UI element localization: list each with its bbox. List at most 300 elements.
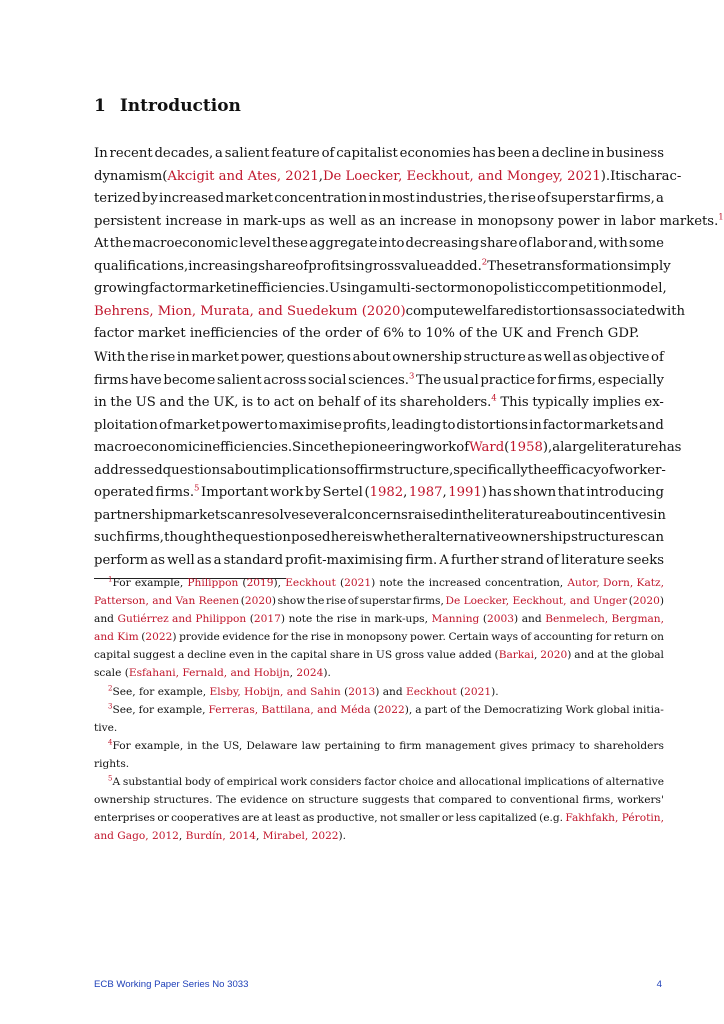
citation-link[interactable]: 1958 — [509, 440, 543, 455]
line-fragment: the — [187, 395, 210, 410]
line-fragment: rise — [325, 595, 347, 608]
line-fragment: profits — [308, 258, 352, 274]
text-line — [94, 347, 664, 370]
line-fragment: on — [650, 631, 664, 644]
line-fragment: Using — [328, 281, 369, 296]
citation-link[interactable]: Fakhfakh, Pérotin, — [565, 812, 664, 825]
line-fragment: the — [488, 191, 510, 206]
line-fragment: market — [172, 417, 221, 433]
line-fragment: Since — [292, 440, 329, 455]
line-fragment: note — [379, 577, 404, 589]
line-fragment: distortions — [456, 417, 529, 433]
line-fragment: conventional — [510, 794, 579, 807]
text-line — [94, 592, 664, 610]
line-fragment — [565, 809, 664, 827]
line-fragment: usual — [442, 372, 479, 388]
line-fragment: in — [362, 649, 373, 662]
line-fragment: rise — [310, 631, 331, 644]
text-line — [94, 664, 664, 682]
line-fragment: resolve — [250, 507, 300, 523]
line-fragment: and Gago, 2012, Burdín, 2014, Mirabel, 2022). — [94, 830, 347, 843]
line-fragment: a — [655, 191, 664, 206]
line-fragment: UK, — [213, 395, 239, 410]
citation-link[interactable]: Behrens, Mion, Murata, and Suedekum (2020) — [94, 303, 406, 319]
line-fragment: raised — [407, 507, 450, 523]
citation-link[interactable]: Manning — [431, 613, 480, 626]
line-fragment: of — [592, 776, 603, 789]
line-fragment: (Akcigit and Ates, 2021, — [162, 168, 323, 184]
line-fragment: structure, — [386, 462, 454, 478]
citation-link[interactable]: Elsby, Hobijn, and Sahin — [209, 685, 341, 698]
line-fragment: that — [413, 794, 435, 807]
line-fragment: choice — [398, 776, 434, 789]
line-fragment: share — [329, 649, 360, 662]
footnote-marker[interactable]: 3 — [108, 702, 113, 711]
text-line — [94, 301, 686, 324]
line-fragment: a — [415, 703, 422, 716]
line-fragment: firms, — [557, 372, 597, 388]
line-fragment: about — [226, 462, 265, 478]
footnote-marker[interactable]: 5 — [108, 774, 113, 783]
line-fragment: Important — [201, 485, 269, 500]
line-fragment: global — [630, 649, 664, 662]
section-number: 1 — [94, 96, 106, 116]
line-fragment: are — [241, 812, 260, 825]
line-fragment: and — [159, 395, 185, 410]
line-fragment: $^5$A — [108, 774, 121, 789]
line-fragment: and — [574, 649, 595, 662]
line-fragment: market — [191, 350, 239, 365]
line-fragment: US, — [223, 739, 243, 752]
citation-link[interactable]: 2017 — [253, 613, 281, 626]
line-fragment: structures — [571, 530, 640, 545]
footnote-marker[interactable]: 4 — [491, 393, 497, 404]
line-fragment: in — [529, 417, 542, 433]
line-fragment: can — [226, 507, 251, 523]
line-fragment: though — [164, 530, 212, 545]
line-fragment: pertaining — [324, 739, 381, 752]
line-fragment: considers — [309, 776, 362, 789]
line-fragment: (2019), — [242, 577, 282, 589]
line-fragment: the — [110, 395, 132, 410]
footnote-marker[interactable]: 2 — [108, 684, 113, 693]
line-fragment: incentives — [585, 507, 654, 523]
line-fragment: whether — [372, 530, 429, 545]
line-fragment: and — [436, 776, 457, 789]
line-fragment: the — [407, 577, 425, 589]
citation-link[interactable]: De Loecker, Eeckhout, and Unger — [445, 595, 628, 608]
line-fragment: perform — [94, 552, 149, 568]
text-line — [94, 505, 664, 528]
line-fragment: for — [272, 631, 289, 644]
line-fragment: work — [269, 485, 304, 500]
line-fragment: on — [297, 395, 315, 410]
line-fragment: to — [579, 739, 590, 752]
text-line — [94, 719, 664, 737]
line-fragment: objective — [589, 350, 650, 365]
citation-link[interactable]: 2021 — [464, 685, 492, 698]
line-fragment: decades, — [154, 146, 214, 161]
line-fragment: 2020) — [540, 649, 572, 662]
line-fragment: added — [458, 649, 492, 662]
footnote-marker[interactable]: 1 — [108, 575, 113, 584]
text-line — [94, 827, 664, 845]
line-fragment: firm — [399, 739, 422, 752]
line-fragment: these — [271, 236, 308, 251]
line-fragment: (Barkai, — [494, 649, 538, 662]
line-fragment: efficacy — [549, 462, 601, 478]
line-fragment: questions — [286, 350, 351, 365]
text-line — [94, 166, 682, 189]
line-fragment: of — [537, 191, 550, 206]
line-fragment: shareholders.$^4$ — [399, 393, 497, 410]
line-fragment: capitalist — [336, 146, 398, 161]
text-line — [94, 370, 664, 393]
footer-page-number: 4 — [656, 979, 662, 990]
line-fragment: firm — [359, 462, 387, 478]
line-fragment: worker- — [613, 462, 666, 478]
line-fragment: labor — [532, 236, 568, 251]
section-title: Introduction — [119, 96, 241, 116]
line-fragment: well — [543, 350, 572, 365]
text-line — [94, 755, 664, 773]
line-fragment: has — [472, 146, 496, 161]
line-fragment: large — [560, 440, 595, 455]
citation-link[interactable]: 2019 — [246, 577, 274, 589]
citation-link[interactable]: Burdín, 2014 — [185, 830, 257, 843]
line-fragment: addressed — [94, 462, 163, 478]
text-line — [94, 278, 667, 301]
line-fragment: implications — [264, 462, 347, 478]
line-fragment: work — [422, 440, 457, 455]
citation-link[interactable]: Philippon — [187, 577, 239, 589]
line-fragment: ownership — [392, 350, 462, 365]
citation-link[interactable]: Mirabel, 2022 — [262, 830, 339, 843]
line-fragment: monopsony — [346, 631, 408, 644]
line-fragment: Work — [565, 703, 594, 716]
line-fragment: the — [201, 739, 219, 752]
footnote-marker[interactable]: 3 — [408, 371, 415, 382]
line-fragment: factor — [364, 776, 397, 789]
line-fragment: value — [400, 258, 437, 274]
line-fragment: question — [233, 530, 291, 545]
line-fragment: concentration — [274, 191, 368, 206]
line-fragment — [94, 628, 139, 646]
line-fragment: pioneering — [350, 440, 423, 455]
footnotes — [94, 574, 664, 845]
line-fragment: associated — [585, 303, 656, 319]
citation-link[interactable]: Barkai — [498, 649, 534, 662]
line-fragment: workers' — [617, 794, 664, 807]
line-fragment — [187, 574, 238, 592]
line-fragment: or — [441, 812, 454, 825]
line-fragment: sciences.$^3$ — [348, 371, 415, 388]
line-fragment: (2021) — [339, 577, 376, 589]
line-fragment: maximise — [278, 417, 342, 433]
text-line — [94, 610, 664, 628]
line-fragment: as — [302, 812, 315, 825]
line-fragment: structure — [308, 794, 359, 807]
line-fragment: body — [184, 776, 211, 789]
line-fragment — [94, 592, 239, 610]
line-fragment — [117, 610, 246, 628]
line-fragment: (2022) — [141, 631, 177, 644]
citation-link[interactable]: 2013 — [348, 685, 376, 698]
line-fragment: monopolistic — [456, 281, 542, 296]
text-line — [94, 574, 664, 592]
line-fragment: At — [94, 236, 109, 251]
citation-link[interactable]: 2020 — [540, 649, 568, 662]
line-fragment: in — [449, 507, 462, 523]
text-line — [94, 737, 664, 755]
line-fragment: example, — [157, 703, 206, 716]
line-fragment: with — [598, 236, 628, 251]
text-line — [94, 550, 664, 573]
citation-link[interactable]: 2020 — [632, 595, 660, 608]
line-fragment: charac- — [631, 168, 682, 184]
line-fragment: return — [613, 631, 649, 644]
line-fragment: a — [368, 281, 376, 296]
footnote-marker[interactable]: 4 — [108, 738, 113, 747]
line-fragment — [545, 610, 664, 628]
citation-link[interactable]: Eeckhout — [405, 685, 457, 698]
line-fragment: with — [655, 303, 686, 319]
line-fragment — [94, 301, 406, 324]
citation-link[interactable]: Esfahani, Fernald, and Hobijn — [128, 667, 290, 680]
citation-link[interactable]: 2024 — [296, 667, 324, 680]
line-fragment: its — [379, 395, 397, 410]
citation-link[interactable]: 2003 — [487, 613, 515, 626]
text-line — [94, 646, 664, 664]
citation-link[interactable]: 2022 — [145, 631, 173, 644]
line-fragment — [567, 574, 664, 592]
line-fragment: rise — [150, 350, 176, 365]
line-fragment: suggests — [362, 794, 410, 807]
line-fragment: inefficiencies. — [236, 281, 329, 296]
line-fragment: posed — [291, 530, 331, 545]
line-fragment: by — [304, 485, 321, 500]
line-fragment: of — [450, 703, 461, 716]
line-fragment: of — [546, 552, 559, 568]
line-fragment: strand — [500, 552, 544, 568]
line-fragment: (2003) — [482, 613, 519, 626]
line-fragment: of — [347, 595, 359, 608]
citation-link[interactable]: De Loecker, Eeckhout, and Mongey, 2021 — [322, 168, 601, 184]
paragraph-1 — [94, 143, 724, 346]
line-fragment: distortions — [513, 303, 586, 319]
line-fragment: seeks — [626, 552, 664, 568]
line-fragment: of — [651, 350, 664, 365]
line-fragment: the — [306, 595, 325, 608]
line-fragment: profit-maximising — [285, 552, 404, 568]
line-fragment: partnership — [94, 507, 173, 523]
line-fragment: mark-ups, — [374, 613, 428, 626]
line-fragment: initia- — [632, 703, 664, 716]
citation-link[interactable]: 2021 — [344, 577, 372, 589]
line-fragment: is — [620, 168, 632, 184]
line-fragment: ways — [491, 631, 519, 644]
citation-link[interactable]: Akcigit and Ates, 2021 — [167, 168, 319, 184]
line-fragment: most — [382, 191, 415, 206]
line-fragment: rise — [336, 613, 357, 626]
line-fragment: De Loecker, Eeckhout, and Mongey, 2021). — [322, 168, 611, 184]
line-fragment: note — [288, 613, 313, 626]
line-fragment: 1991) — [448, 485, 487, 500]
line-fragment: not — [379, 812, 398, 825]
text-line — [94, 392, 664, 415]
line-fragment: further — [451, 552, 499, 568]
line-fragment: US — [375, 649, 393, 662]
citation-link[interactable]: Patterson, and Van Reenen — [94, 595, 240, 608]
line-fragment — [285, 574, 336, 592]
line-fragment: aggregate — [309, 236, 378, 251]
line-fragment: feature — [271, 146, 320, 161]
line-fragment: competition — [541, 281, 622, 296]
line-fragment: provide — [179, 631, 220, 644]
line-fragment: firm. — [405, 552, 438, 568]
line-fragment: in — [351, 258, 365, 274]
line-fragment: (2022), — [373, 703, 413, 716]
line-fragment: in — [360, 613, 371, 626]
line-fragment: compared — [438, 794, 493, 807]
line-fragment: of — [518, 236, 532, 251]
line-fragment: decreasing — [405, 236, 480, 251]
line-fragment: tive. — [94, 721, 118, 734]
footnote-marker[interactable]: 1 — [718, 212, 724, 223]
citation-link[interactable]: 1982 — [369, 485, 404, 500]
line-fragment: transformations — [526, 258, 634, 274]
line-fragment: in — [187, 739, 198, 752]
section-heading — [94, 96, 241, 116]
citation-link[interactable]: Gutiérrez and Philippon — [117, 613, 247, 626]
text-line — [94, 460, 664, 483]
line-fragment: firms, — [125, 530, 164, 545]
line-fragment: to — [442, 417, 456, 433]
line-fragment: concentration, — [485, 577, 564, 589]
line-fragment: (2017) — [249, 613, 286, 626]
line-fragment: capitalized — [478, 812, 537, 825]
text-line — [94, 323, 664, 346]
line-fragment: productive, — [316, 812, 378, 825]
line-fragment: for — [536, 372, 556, 388]
line-fragment: the — [328, 440, 351, 455]
citation-link[interactable]: and Gago, 2012 — [94, 830, 179, 843]
line-fragment: shareholders — [593, 739, 664, 752]
line-fragment: business — [606, 146, 664, 161]
line-fragment: evidence — [222, 631, 271, 644]
line-fragment: at — [597, 649, 608, 662]
citation-link[interactable]: 2022 — [377, 703, 405, 716]
citation-link[interactable]: Benmelech, Bergman, — [545, 613, 664, 626]
line-fragment: and — [94, 613, 114, 626]
line-fragment: alternative — [428, 530, 501, 545]
line-fragment: the — [610, 649, 628, 662]
line-fragment: global — [596, 703, 630, 716]
line-fragment: terized — [94, 191, 141, 206]
line-fragment: factor — [149, 281, 189, 296]
line-fragment: factor — [542, 417, 583, 433]
line-fragment: as — [196, 552, 212, 568]
line-fragment: act — [273, 395, 295, 410]
line-fragment: implications — [524, 776, 590, 789]
line-fragment: structures. — [153, 794, 213, 807]
line-fragment: smaller — [399, 812, 440, 825]
line-fragment: the — [315, 613, 334, 626]
line-fragment: shown — [513, 485, 557, 500]
line-fragment: ex- — [644, 395, 664, 410]
line-fragment: increased — [428, 577, 482, 589]
line-fragment: (2020) — [240, 595, 276, 608]
line-fragment: across — [263, 372, 307, 388]
footnote-marker[interactable]: 2 — [481, 257, 488, 268]
line-fragment: Democratizing — [483, 703, 563, 716]
citation-link[interactable]: Eeckhout — [285, 577, 336, 589]
text-line — [94, 188, 664, 211]
line-fragment: a — [213, 552, 222, 568]
line-fragment: concerns — [347, 507, 408, 523]
line-fragment: $^2$See, for example, Elsby, Hobijn, and Sahin (2013) and Eeckhout (2021). — [108, 684, 499, 698]
citation-link[interactable]: Autor, Dorn, Katz, — [567, 577, 664, 589]
line-fragment: persistent increase in mark-ups as well as an increase in monopsony power in labor markets.$^1$ — [94, 212, 724, 229]
line-fragment: markets — [172, 507, 227, 523]
citation-link[interactable]: Ward — [469, 440, 505, 455]
line-fragment: alternative — [605, 776, 664, 789]
line-fragment: the — [109, 236, 132, 251]
line-fragment: management — [425, 739, 496, 752]
line-fragment: and, — [568, 236, 598, 251]
line-fragment: to — [384, 739, 396, 752]
line-fragment: superstar — [551, 191, 616, 206]
line-fragment: here — [330, 530, 362, 545]
line-fragment: rights. — [94, 757, 130, 770]
line-fragment: the — [290, 631, 309, 644]
line-fragment: structure — [463, 350, 526, 365]
citation-link[interactable]: Ferreras, Battilana, and Méda — [208, 703, 371, 716]
line-fragment: have — [130, 372, 162, 388]
line-fragment: power. — [410, 631, 446, 644]
line-fragment: gives — [499, 739, 528, 752]
line-fragment: 1987, — [408, 485, 447, 500]
footnote-marker[interactable]: 5 — [194, 483, 200, 494]
line-fragment: qualifications, — [94, 258, 189, 274]
line-fragment: accounting — [533, 631, 594, 644]
line-fragment: power — [221, 417, 264, 433]
line-fragment: salient — [224, 146, 270, 161]
footer-series: ECB Working Paper Series No 3033 — [94, 979, 249, 990]
line-fragment: as — [572, 350, 588, 365]
line-fragment: and — [639, 417, 664, 433]
line-fragment: the — [463, 703, 481, 716]
citation-link[interactable]: and Kim — [94, 631, 139, 644]
line-fragment: The — [216, 794, 237, 807]
line-fragment: on — [291, 794, 305, 807]
citation-link[interactable]: 1987 — [408, 485, 443, 500]
line-fragment: or — [157, 812, 169, 825]
citation-link[interactable]: 1991 — [448, 485, 482, 500]
citation-link[interactable]: 2020 — [244, 595, 272, 608]
line-fragment: increased — [159, 191, 225, 206]
line-fragment: level — [239, 236, 271, 251]
line-fragment: in — [591, 146, 605, 161]
line-fragment: of — [346, 462, 360, 478]
line-fragment: (1958), — [504, 440, 553, 455]
line-fragment: of — [213, 776, 224, 789]
line-fragment: example, — [134, 577, 184, 589]
line-fragment: the — [527, 462, 550, 478]
text-line — [94, 809, 664, 827]
line-fragment: operated — [94, 485, 154, 500]
line-fragment: (2020) — [628, 595, 664, 608]
